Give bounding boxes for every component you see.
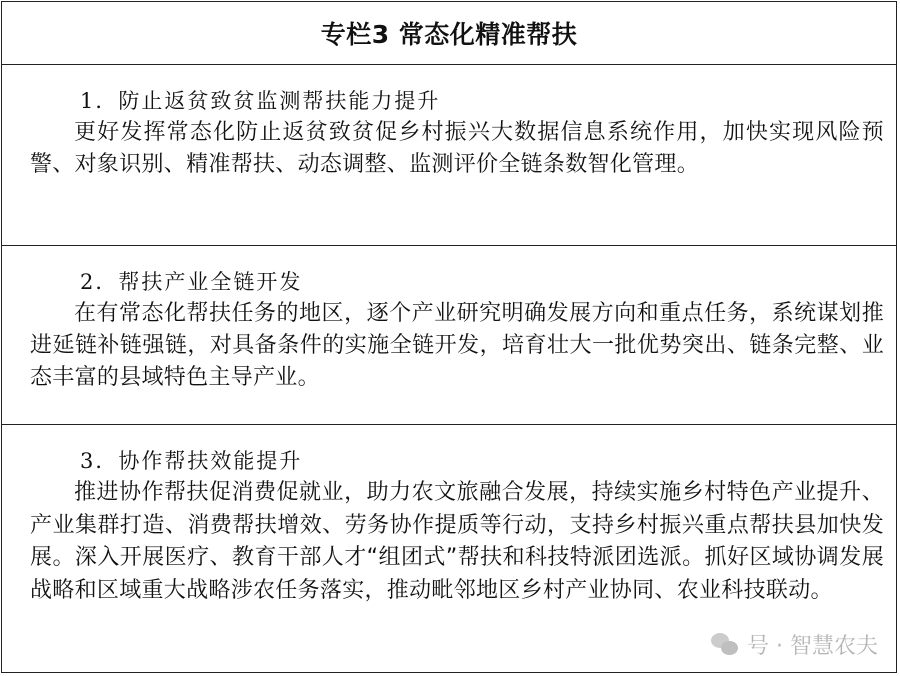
title-row	[2, 2, 896, 65]
section-2-body: 在有常态化帮扶任务的地区，逐个产业研究明确发展方向和重点任务，系统谋划推进延链补链强链，对具备条件的实施全链开发，培育壮大一批优势突出、链条完整、业态丰富的县域特色主导产业。	[30, 301, 884, 390]
section-3-heading: 3．协作帮扶效能提升	[80, 449, 303, 473]
section-2-heading: 2．帮扶产业全链开发	[80, 270, 303, 294]
watermark	[711, 629, 878, 660]
wechat-icon	[711, 633, 739, 657]
section-1-heading: 1．防止返贫致贫监测帮扶能力提升	[80, 89, 441, 113]
column-box	[1, 1, 897, 673]
section-1	[2, 65, 896, 246]
section-1-body: 更好发挥常态化防止返贫致贫促乡村振兴大数据信息系统作用，加快实现风险预警、对象识别、精准帮扶、动态调整、监测评价全链条数智化管理。	[30, 120, 884, 177]
watermark-text: 号 · 智慧农夫	[747, 634, 878, 659]
column-title: 专栏3 常态化精准帮扶	[320, 20, 578, 49]
section-3-body: 推进协作帮扶促消费促就业，助力农文旅融合发展，持续实施乡村特色产业提升、产业集群打造、消费帮扶增效、劳务协作提质等行动，支持乡村振兴重点帮扶县加快发展。深入开展医疗、教育干部人才“组团式”帮扶和科技特派团选派。抓好区域协调发展战略和区域重大战略涉农任务落实，推动毗邻地区乡村产业协同、农业科技联动。	[30, 480, 884, 603]
section-2	[2, 246, 896, 425]
